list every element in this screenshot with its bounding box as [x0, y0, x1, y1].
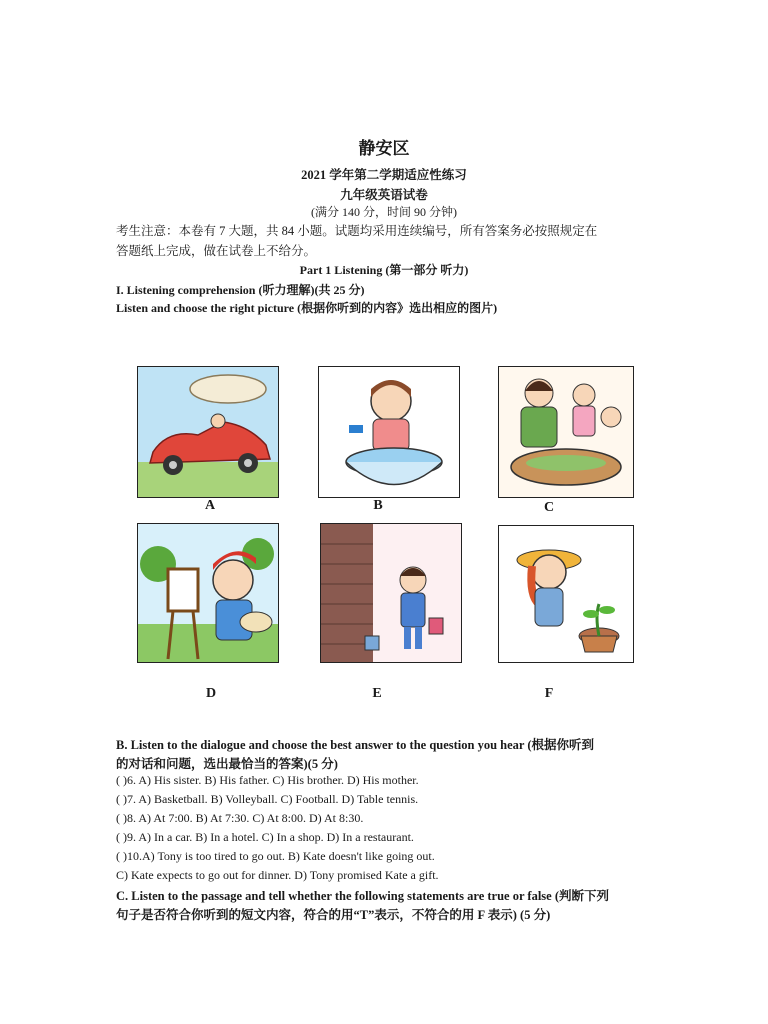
picture-d: [137, 523, 279, 663]
section-b-heading-line-2: 的对话和问题，选出最恰当的答案)(5 分): [116, 757, 338, 771]
picture-b-label: B: [373, 498, 383, 513]
page-title: 静安区: [358, 139, 410, 158]
question-6: ( )6. A) His sister. B) His father. C) His brother. D) His mother.: [116, 773, 419, 787]
picture-e: [320, 523, 462, 663]
section-c-heading-line-2: 句子是否符合你听到的短文内容，符合的用“T”表示，不符合的用 F 表示) (5 分): [116, 908, 551, 922]
question-9: ( )9. A) In a car. B) In a hotel. C) In a shop. D) In a restaurant.: [116, 830, 414, 844]
painting-wall-icon: [321, 524, 461, 662]
picture-c-label: C: [543, 500, 555, 515]
question-10-options-cd: C) Kate expects to go out for dinner. D) Tony promised Kate a gift.: [116, 868, 439, 882]
picture-b: [318, 366, 460, 498]
picture-d-label: D: [205, 686, 217, 701]
section-c-heading-line-1: C. Listen to the passage and tell whether the following statements are true or false (判断下列: [116, 889, 610, 903]
painter-icon: [138, 524, 278, 662]
part-heading: Part 1 Listening (第一部分 听力): [299, 263, 469, 277]
question-8: ( )8. A) At 7:00. B) At 7:30. C) At 8:00. D) At 8:30.: [116, 811, 364, 825]
planting-icon: [499, 526, 633, 662]
picture-e-label: E: [372, 686, 382, 701]
car-icon: [138, 367, 278, 497]
notice-line-2: 答题纸上完成，做在试卷上不给分。: [116, 244, 317, 258]
picture-f: [498, 525, 634, 663]
exam-name: 九年级英语试卷: [340, 188, 428, 202]
washing-hands-icon: [319, 367, 459, 497]
question-10: ( )10.A) Tony is too tired to go out. B) Kate doesn't like going out.: [116, 849, 435, 863]
section-b-heading-line-1: B. Listen to the dialogue and choose the best answer to the question you hear (根据你听到: [116, 738, 595, 752]
section-1-instruction: Listen and choose the right picture (根据你听到的内容》选出相应的图片): [116, 301, 498, 315]
picture-a: [137, 366, 279, 498]
exam-score-time: (满分 140 分，时间 90 分钟): [311, 205, 457, 219]
notice-line-1: 考生注意：本卷有 7 大题，共 84 小题。试题均采用连续编号，所有答案务必按照规定在: [116, 224, 598, 238]
picture-a-label: A: [204, 498, 216, 513]
family-cooking-icon: [499, 367, 633, 497]
question-7: ( )7. A) Basketball. B) Volleyball. C) Football. D) Table tennis.: [116, 792, 419, 806]
picture-c: [498, 366, 634, 498]
picture-f-label: F: [544, 686, 554, 701]
section-1-heading: I. Listening comprehension (听力理解)(共 25 分): [116, 283, 365, 297]
exam-term: 2021 学年第二学期适应性练习: [301, 168, 467, 182]
